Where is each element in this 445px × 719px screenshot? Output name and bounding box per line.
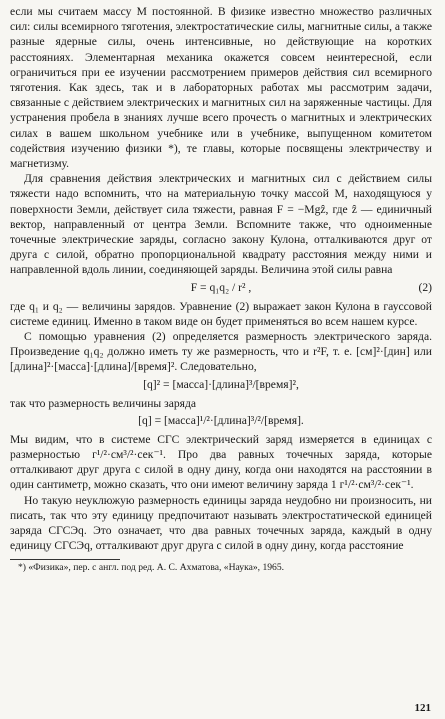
paragraph-2: Для сравнения действия электрических и магнитных сил с действием силы тяжести надо вспомнить, что на материальную точку массой M, находящуюся у поверхности Земли, действует сила тяжести, равная F = −Mgẑ, где ẑ — единичный вектор, направленный от центра Земли. Вспомните также, что одноименные точечные электрические заряды, согласно закону Кулона, отталкиваются друг от друга с силой, обратно пропорциональной квадрату расстояния между ними и направленной вдоль линии, соединяющей заряды. Величина этой силы равна (10, 172, 432, 277)
footnote-divider (10, 559, 120, 560)
footnote: *) «Физика», пер. с англ. под ред. А. С. Ахматова, «Наука», 1965. (18, 561, 285, 573)
equation-coulomb (10, 280, 432, 296)
paragraph-5: так что размерность величины заряда (10, 396, 197, 410)
paragraph-7: Но такую неуклюжую размерность единицы заряда неудобно ни произносить, ни писать, так что эту единицу предпочитают называть электростатической единицей заряда СГСЭq. Это означает, что два равных точечных заряда, каждый в одну единицу СГСЭq, отталкивают друг друга с силой в одну дину, когда расстояние (10, 493, 432, 553)
equation-coulomb-body: F = q₁q₂ / r² , (190, 280, 252, 294)
paragraph-4: С помощью уравнения (2) определяется размерность электрического заряда. Произведение q₁q₂ должно иметь ту же размерность, что и r²F, т. е. [см]²·[дин] или [длина]²·[масса]·[длина]/[время]². Следовательно, (10, 330, 432, 374)
equation-charge: [q] = [масса]¹/²·[длина]³/²/[время]. (138, 413, 304, 427)
paragraph-6: Мы видим, что в системе СГС электрический заряд измеряется в единицах с размерностью г¹/²·см³/²·сек⁻¹. Про два равных точечных заряда, которые отталкивают друг друга с силой в одну дину, когда они находятся на расстоянии в один сантиметр, можно сказать, что они имеют величину заряда 1 г¹/²·см³/²·сек⁻¹. (10, 432, 432, 492)
page-number: 121 (414, 702, 431, 714)
equation-number: (2) (418, 280, 432, 294)
paragraph-3: где q₁ и q₂ — величины зарядов. Уравнение (2) выражает закон Кулона в гауссовой системе единиц. Именно в таком виде он будет применяться во всем нашем курсе. (10, 299, 432, 328)
equation-charge-squared: [q]² = [масса]·[длина]³/[время]², (143, 377, 299, 391)
paragraph-1: если мы считаем массу M постоянной. В физике известно множество различных сил: силы всемирного тяготения, электростатические силы, магнитные силы, а также разные ядерные силы, очень интенсивные, но действующие на коротких расстояниях. Элементарная механика окажется совсем неинтересной, если ограничиться при ее изучении рассмотрением примеров действия сил всемирного тяготения. Как здесь, так и в лабораторных работах мы рассмотрим задачи, связанные с действием электрических и магнитных сил на заряженные частицы. Для устранения пробела в знаниях лучше всего прочесть о магнитных и электрических силах в вашем школьном учебнике или в учебнике, выпущенном комитетом содействия изучению физики *), те главы, которые посвящены электричеству и магнетизму. (10, 5, 432, 171)
